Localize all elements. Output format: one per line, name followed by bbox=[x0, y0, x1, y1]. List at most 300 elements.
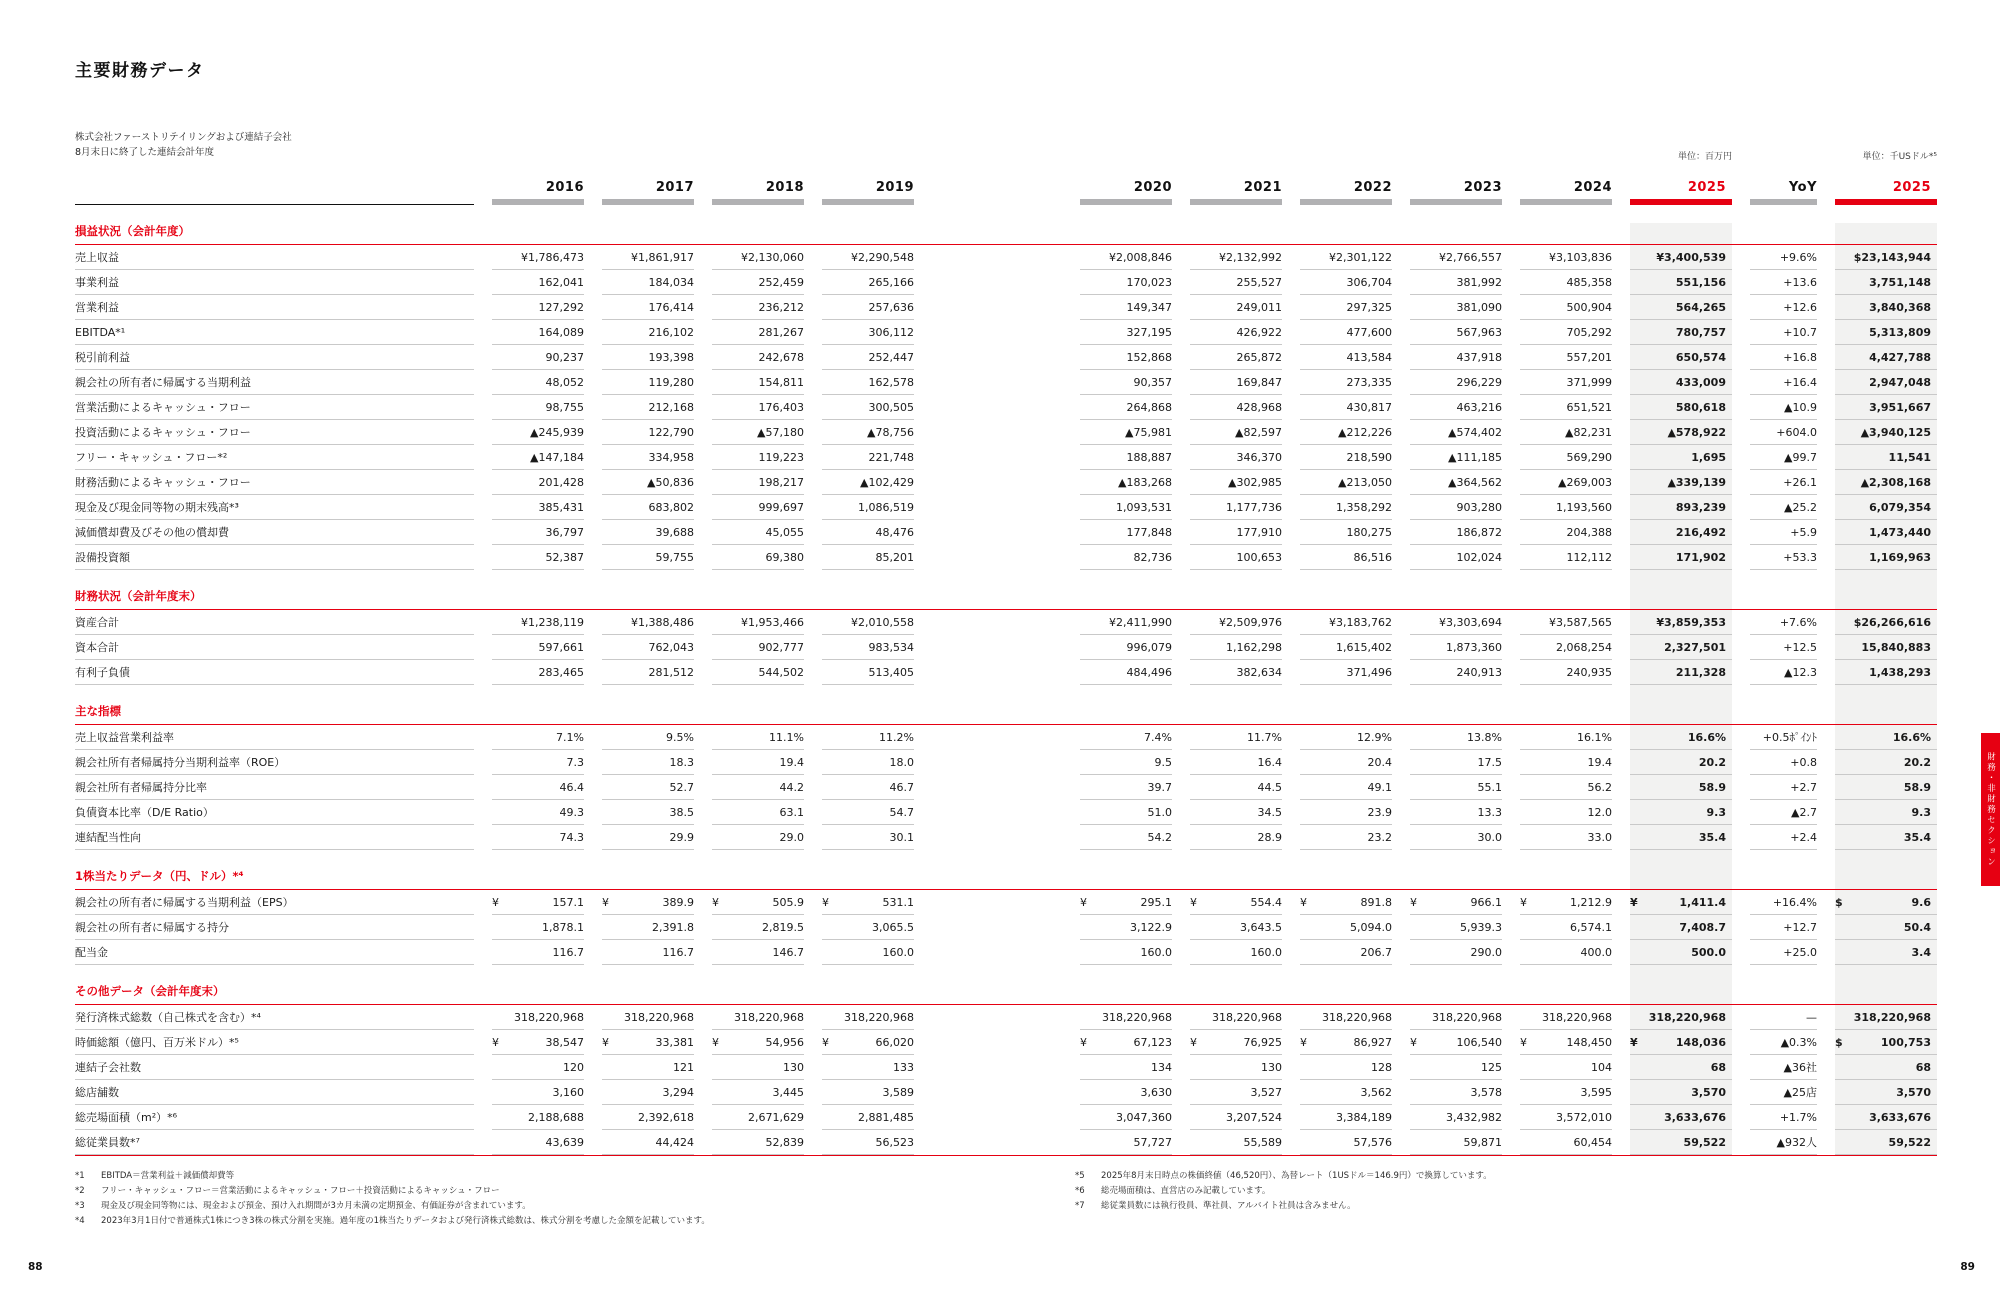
value-cell: 9.5 bbox=[1080, 750, 1172, 775]
value-cell: 381,090 bbox=[1410, 295, 1502, 320]
value-cell: 29.9 bbox=[602, 825, 694, 850]
value-cell: 318,220,968 bbox=[1190, 1005, 1282, 1030]
value-cell: 264,868 bbox=[1080, 395, 1172, 420]
value-cell: 3,527 bbox=[1190, 1080, 1282, 1105]
value-cell: ▲574,402 bbox=[1410, 420, 1502, 445]
usd-value-cell: 15,840,883 bbox=[1835, 635, 1937, 660]
table-row bbox=[75, 345, 1937, 370]
fy2025-value-cell: 9.3 bbox=[1630, 800, 1732, 825]
yoy-cell: +9.6% bbox=[1750, 245, 1817, 270]
value-cell: 428,968 bbox=[1190, 395, 1282, 420]
column-header bbox=[1750, 180, 1817, 205]
row-label: 配当金 bbox=[75, 940, 474, 965]
gutter-spacer bbox=[914, 520, 1062, 545]
value-cell: ¥1,861,917 bbox=[602, 245, 694, 270]
gutter-spacer bbox=[914, 915, 1062, 940]
value-cell: 12.9% bbox=[1300, 725, 1392, 750]
value-cell: 240,913 bbox=[1410, 660, 1502, 685]
value-cell: 18.0 bbox=[822, 750, 914, 775]
gutter-spacer bbox=[914, 1080, 1062, 1105]
header-underline-bar bbox=[822, 199, 914, 205]
currency-value: 531.1 bbox=[882, 895, 914, 909]
meta-row bbox=[75, 131, 1937, 163]
table-section bbox=[75, 588, 1937, 685]
value-cell bbox=[1080, 890, 1172, 915]
value-cell: 242,678 bbox=[712, 345, 804, 370]
currency-value: 157.1 bbox=[552, 895, 584, 909]
value-cell: 164,089 bbox=[492, 320, 584, 345]
fy2025-value-cell: 211,328 bbox=[1630, 660, 1732, 685]
value-cell: 128 bbox=[1300, 1055, 1392, 1080]
gutter-spacer bbox=[914, 495, 1062, 520]
column-header bbox=[1410, 180, 1502, 205]
currency-symbol: ¥ bbox=[822, 895, 829, 909]
page-content bbox=[75, 56, 1937, 1229]
value-cell: 2,819.5 bbox=[712, 915, 804, 940]
value-cell bbox=[1300, 1030, 1392, 1055]
value-cell: ▲183,268 bbox=[1080, 470, 1172, 495]
value-cell: 201,428 bbox=[492, 470, 584, 495]
column-header bbox=[1190, 180, 1282, 205]
column-header bbox=[822, 180, 914, 205]
currency-value: 106,540 bbox=[1456, 1035, 1502, 1049]
value-cell: 44.2 bbox=[712, 775, 804, 800]
value-cell: 130 bbox=[1190, 1055, 1282, 1080]
table-row bbox=[75, 295, 1937, 320]
value-cell: 112,112 bbox=[1520, 545, 1612, 570]
currency-value: 966.1 bbox=[1470, 895, 1502, 909]
value-cell: 2,671,629 bbox=[712, 1105, 804, 1130]
value-cell: 116.7 bbox=[602, 940, 694, 965]
value-cell: 52.7 bbox=[602, 775, 694, 800]
value-cell: 249,011 bbox=[1190, 295, 1282, 320]
value-cell: ▲147,184 bbox=[492, 445, 584, 470]
header-underline-bar bbox=[602, 199, 694, 205]
value-cell: 346,370 bbox=[1190, 445, 1282, 470]
yoy-cell: +12.7 bbox=[1750, 915, 1817, 940]
usd-value-cell: 35.4 bbox=[1835, 825, 1937, 850]
row-label: 事業利益 bbox=[75, 270, 474, 295]
value-cell: 49.1 bbox=[1300, 775, 1392, 800]
yoy-cell: +53.3 bbox=[1750, 545, 1817, 570]
column-header-label: 2025 bbox=[1892, 180, 1931, 195]
column-header bbox=[602, 180, 694, 205]
column-header-label: YoY bbox=[1788, 180, 1817, 195]
row-label: 親会社の所有者に帰属する当期利益（EPS） bbox=[75, 890, 474, 915]
value-cell: 19.4 bbox=[712, 750, 804, 775]
value-cell: 281,512 bbox=[602, 660, 694, 685]
value-cell: 119,280 bbox=[602, 370, 694, 395]
usd-value-cell: 1,438,293 bbox=[1835, 660, 1937, 685]
currency-value: 38,547 bbox=[545, 1035, 584, 1049]
yoy-cell: ▲36社 bbox=[1750, 1055, 1817, 1080]
value-cell: 170,023 bbox=[1080, 270, 1172, 295]
column-header bbox=[1835, 180, 1937, 205]
row-label: 連結配当性向 bbox=[75, 825, 474, 850]
value-cell bbox=[602, 1030, 694, 1055]
subtitle-line-2: 8月末日に終了した連結会計年度 bbox=[75, 146, 215, 158]
currency-value: 295.1 bbox=[1140, 895, 1172, 909]
value-cell: 54.2 bbox=[1080, 825, 1172, 850]
footnote-item bbox=[75, 1199, 1075, 1214]
table-row bbox=[75, 445, 1937, 470]
value-cell: ▲213,050 bbox=[1300, 470, 1392, 495]
row-label: 税引前利益 bbox=[75, 345, 474, 370]
yoy-cell: +10.7 bbox=[1750, 320, 1817, 345]
value-cell: 240,935 bbox=[1520, 660, 1612, 685]
yoy-cell: +16.4 bbox=[1750, 370, 1817, 395]
value-cell: 30.1 bbox=[822, 825, 914, 850]
page-number-right: 89 bbox=[1960, 1261, 1975, 1273]
gutter-spacer bbox=[914, 470, 1062, 495]
currency-value: 554.4 bbox=[1250, 895, 1282, 909]
value-cell: 162,578 bbox=[822, 370, 914, 395]
value-cell: 2,188,688 bbox=[492, 1105, 584, 1130]
table-row bbox=[75, 635, 1937, 660]
column-header bbox=[1080, 180, 1172, 205]
value-cell bbox=[1410, 1030, 1502, 1055]
currency-symbol: ¥ bbox=[1190, 1035, 1197, 1049]
table-body bbox=[75, 223, 1937, 1156]
value-cell: 119,223 bbox=[712, 445, 804, 470]
usd-value-cell: 9.3 bbox=[1835, 800, 1937, 825]
value-cell: 318,220,968 bbox=[602, 1005, 694, 1030]
header-underline-bar bbox=[1190, 199, 1282, 205]
value-cell: 500,904 bbox=[1520, 295, 1612, 320]
fy2025-value-cell: 893,239 bbox=[1630, 495, 1732, 520]
value-cell: 52,839 bbox=[712, 1130, 804, 1155]
footnote-marker: *5 bbox=[1075, 1171, 1085, 1181]
value-cell: 116.7 bbox=[492, 940, 584, 965]
usd-value-cell: 3,840,368 bbox=[1835, 295, 1937, 320]
table-row bbox=[75, 1130, 1937, 1155]
currency-symbol: $ bbox=[1835, 1035, 1843, 1049]
gutter-spacer bbox=[914, 775, 1062, 800]
currency-value: 86,927 bbox=[1353, 1035, 1392, 1049]
value-cell: 176,403 bbox=[712, 395, 804, 420]
yoy-cell: — bbox=[1750, 1005, 1817, 1030]
currency-symbol: ¥ bbox=[1080, 895, 1087, 909]
fy2025-value-cell: 650,574 bbox=[1630, 345, 1732, 370]
row-label: 財務活動によるキャッシュ・フロー bbox=[75, 470, 474, 495]
footnote-marker: *6 bbox=[1075, 1185, 1085, 1196]
page-number-left: 88 bbox=[28, 1261, 43, 1273]
header-underline-bar bbox=[1630, 199, 1732, 205]
gutter-spacer bbox=[914, 345, 1062, 370]
currency-value: 891.8 bbox=[1360, 895, 1392, 909]
footnote-text: 総従業員数には執行役員、準社員、アルバイト社員は含みません。 bbox=[1101, 1200, 1356, 1211]
usd-value-cell: 59,522 bbox=[1835, 1130, 1937, 1155]
yoy-cell: ▲12.3 bbox=[1750, 660, 1817, 685]
fy2025-value-cell: 580,618 bbox=[1630, 395, 1732, 420]
value-cell: 16.1% bbox=[1520, 725, 1612, 750]
value-cell: 160.0 bbox=[1080, 940, 1172, 965]
gutter-spacer bbox=[914, 320, 1062, 345]
value-cell: ▲364,562 bbox=[1410, 470, 1502, 495]
value-cell: 102,024 bbox=[1410, 545, 1502, 570]
value-cell: 20.4 bbox=[1300, 750, 1392, 775]
value-cell: 557,201 bbox=[1520, 345, 1612, 370]
currency-value: 1,411.4 bbox=[1679, 895, 1726, 909]
gutter-spacer bbox=[914, 1005, 1062, 1030]
yoy-cell: +2.4 bbox=[1750, 825, 1817, 850]
fy2025-value-cell: 318,220,968 bbox=[1630, 1005, 1732, 1030]
usd-value-cell: 68 bbox=[1835, 1055, 1937, 1080]
gutter-spacer bbox=[914, 825, 1062, 850]
usd-value-cell: 3,633,676 bbox=[1835, 1105, 1937, 1130]
currency-value: 505.9 bbox=[772, 895, 804, 909]
currency-value: 1,212.9 bbox=[1570, 895, 1612, 909]
column-header-label: 2020 bbox=[1133, 180, 1172, 195]
row-label: 総売場面積（m²）*⁶ bbox=[75, 1105, 474, 1130]
fy2025-value-cell: 3,633,676 bbox=[1630, 1105, 1732, 1130]
value-cell: 16.4 bbox=[1190, 750, 1282, 775]
value-cell: ¥3,183,762 bbox=[1300, 610, 1392, 635]
yoy-cell: ▲932人 bbox=[1750, 1130, 1817, 1155]
value-cell: 44.5 bbox=[1190, 775, 1282, 800]
value-cell: 82,736 bbox=[1080, 545, 1172, 570]
value-cell: 48,476 bbox=[822, 520, 914, 545]
value-cell: ¥2,010,558 bbox=[822, 610, 914, 635]
value-cell: 318,220,968 bbox=[492, 1005, 584, 1030]
value-cell: 34.5 bbox=[1190, 800, 1282, 825]
value-cell: 125 bbox=[1410, 1055, 1502, 1080]
value-cell: 39,688 bbox=[602, 520, 694, 545]
subtitle-line-1: 株式会社ファーストリテイリングおよび連結子会社 bbox=[75, 132, 292, 143]
value-cell bbox=[822, 1030, 914, 1055]
value-cell: 281,267 bbox=[712, 320, 804, 345]
value-cell: 74.3 bbox=[492, 825, 584, 850]
table-row bbox=[75, 1105, 1937, 1130]
fy2025-value-cell: 3,570 bbox=[1630, 1080, 1732, 1105]
footnote-marker: *7 bbox=[1075, 1200, 1085, 1211]
value-cell: 5,094.0 bbox=[1300, 915, 1392, 940]
table-section bbox=[75, 868, 1937, 965]
value-cell: 100,653 bbox=[1190, 545, 1282, 570]
footnote-text: EBITDA＝営業利益＋減価償却費等 bbox=[101, 1171, 235, 1181]
unit-label-usd: 単位：千USドル*⁵ bbox=[1862, 152, 1937, 162]
fy2025-value-cell: 68 bbox=[1630, 1055, 1732, 1080]
row-label: 負債資本比率（D/E Ratio） bbox=[75, 800, 474, 825]
value-cell: 98,755 bbox=[492, 395, 584, 420]
value-cell: 63.1 bbox=[712, 800, 804, 825]
value-cell: 86,516 bbox=[1300, 545, 1392, 570]
value-cell: 290.0 bbox=[1410, 940, 1502, 965]
value-cell: 651,521 bbox=[1520, 395, 1612, 420]
yoy-cell: ▲0.3% bbox=[1750, 1030, 1817, 1055]
gutter-spacer bbox=[914, 1055, 1062, 1080]
value-cell bbox=[822, 890, 914, 915]
column-header-row bbox=[75, 169, 1937, 205]
yoy-cell: +7.6% bbox=[1750, 610, 1817, 635]
value-cell: 318,220,968 bbox=[1520, 1005, 1612, 1030]
row-label: 投資活動によるキャッシュ・フロー bbox=[75, 420, 474, 445]
value-cell: ▲50,836 bbox=[602, 470, 694, 495]
column-header bbox=[1520, 180, 1612, 205]
value-cell: 2,392,618 bbox=[602, 1105, 694, 1130]
table-row bbox=[75, 495, 1937, 520]
column-header-label: 2025 bbox=[1687, 180, 1726, 195]
value-cell: 413,584 bbox=[1300, 345, 1392, 370]
value-cell bbox=[1300, 890, 1392, 915]
value-cell: 371,496 bbox=[1300, 660, 1392, 685]
footnote-item bbox=[75, 1214, 1075, 1229]
fy2025-value-cell: 564,265 bbox=[1630, 295, 1732, 320]
value-cell bbox=[602, 890, 694, 915]
footnote-marker: *3 bbox=[75, 1200, 85, 1211]
value-cell: 39.7 bbox=[1080, 775, 1172, 800]
table-row bbox=[75, 1080, 1937, 1105]
header-underline-bar bbox=[712, 199, 804, 205]
value-cell: 569,290 bbox=[1520, 445, 1612, 470]
value-cell: ▲82,231 bbox=[1520, 420, 1612, 445]
value-cell: 265,872 bbox=[1190, 345, 1282, 370]
section-title: 財務状況（会計年度末） bbox=[75, 589, 202, 603]
table-row bbox=[75, 420, 1937, 445]
row-label: 有利子負債 bbox=[75, 660, 474, 685]
value-cell: 297,325 bbox=[1300, 295, 1392, 320]
value-cell: 2,068,254 bbox=[1520, 635, 1612, 660]
value-cell: 1,162,298 bbox=[1190, 635, 1282, 660]
section-title: 1株当たりデータ（円、ドル）*⁴ bbox=[75, 869, 244, 883]
currency-symbol: $ bbox=[1835, 895, 1843, 909]
table-row bbox=[75, 725, 1937, 750]
value-cell: ¥2,290,548 bbox=[822, 245, 914, 270]
table-row bbox=[75, 270, 1937, 295]
currency-symbol: ¥ bbox=[1190, 895, 1197, 909]
table-row bbox=[75, 660, 1937, 685]
column-header bbox=[712, 180, 804, 205]
value-cell: 318,220,968 bbox=[1080, 1005, 1172, 1030]
gutter-spacer bbox=[914, 420, 1062, 445]
value-cell: ¥1,388,486 bbox=[602, 610, 694, 635]
value-cell: 60,454 bbox=[1520, 1130, 1612, 1155]
value-cell: 485,358 bbox=[1520, 270, 1612, 295]
value-cell: 597,661 bbox=[492, 635, 584, 660]
value-cell: 1,177,736 bbox=[1190, 495, 1282, 520]
value-cell: 23.2 bbox=[1300, 825, 1392, 850]
value-cell: 180,275 bbox=[1300, 520, 1392, 545]
value-cell: 5,939.3 bbox=[1410, 915, 1502, 940]
header-underline-bar bbox=[1410, 199, 1502, 205]
table-row bbox=[75, 775, 1937, 800]
value-cell: 193,398 bbox=[602, 345, 694, 370]
fy2025-value-cell: 58.9 bbox=[1630, 775, 1732, 800]
table-row bbox=[75, 800, 1937, 825]
value-cell: 3,630 bbox=[1080, 1080, 1172, 1105]
gutter-spacer bbox=[914, 660, 1062, 685]
column-header-label: 2024 bbox=[1573, 180, 1612, 195]
fy2025-value-cell: ¥3,400,539 bbox=[1630, 245, 1732, 270]
fy2025-value-cell bbox=[1630, 890, 1732, 915]
value-cell: ▲102,429 bbox=[822, 470, 914, 495]
value-cell: ¥3,103,836 bbox=[1520, 245, 1612, 270]
value-cell: 2,391.8 bbox=[602, 915, 694, 940]
value-cell: 252,459 bbox=[712, 270, 804, 295]
fy2025-value-cell: 16.6% bbox=[1630, 725, 1732, 750]
footnote-item bbox=[1075, 1199, 1937, 1214]
value-cell: ¥3,587,565 bbox=[1520, 610, 1612, 635]
value-cell: ▲57,180 bbox=[712, 420, 804, 445]
usd-value-cell: 50.4 bbox=[1835, 915, 1937, 940]
usd-value-cell: 1,473,440 bbox=[1835, 520, 1937, 545]
gutter-spacer bbox=[914, 445, 1062, 470]
value-cell: 198,217 bbox=[712, 470, 804, 495]
value-cell: 177,910 bbox=[1190, 520, 1282, 545]
value-cell: 188,887 bbox=[1080, 445, 1172, 470]
fy2025-value-cell bbox=[1630, 1030, 1732, 1055]
company-subtitle bbox=[75, 131, 1937, 160]
yoy-cell: +12.5 bbox=[1750, 635, 1817, 660]
yoy-cell: ▲25.2 bbox=[1750, 495, 1817, 520]
value-cell: 7.3 bbox=[492, 750, 584, 775]
yoy-cell: +5.9 bbox=[1750, 520, 1817, 545]
fy2025-value-cell: ▲339,139 bbox=[1630, 470, 1732, 495]
table-row bbox=[75, 940, 1937, 965]
currency-value: 100,753 bbox=[1880, 1035, 1931, 1049]
usd-value-cell: 3,751,148 bbox=[1835, 270, 1937, 295]
table-row bbox=[75, 1030, 1937, 1055]
row-label: 現金及び現金同等物の期末残高*³ bbox=[75, 495, 474, 520]
value-cell: 12.0 bbox=[1520, 800, 1612, 825]
value-cell: 45,055 bbox=[712, 520, 804, 545]
footnotes-left-column bbox=[75, 1169, 1075, 1229]
value-cell: 463,216 bbox=[1410, 395, 1502, 420]
gutter-spacer bbox=[914, 940, 1062, 965]
table-row bbox=[75, 915, 1937, 940]
fy2025-value-cell: 1,695 bbox=[1630, 445, 1732, 470]
usd-value-cell: 2,947,048 bbox=[1835, 370, 1937, 395]
value-cell: 296,229 bbox=[1410, 370, 1502, 395]
value-cell: 3,572,010 bbox=[1520, 1105, 1612, 1130]
value-cell: 762,043 bbox=[602, 635, 694, 660]
table-row bbox=[75, 825, 1937, 850]
row-label: 親会社所有者帰属持分比率 bbox=[75, 775, 474, 800]
footnote-marker: *4 bbox=[75, 1215, 85, 1226]
yoy-cell: +12.6 bbox=[1750, 295, 1817, 320]
footnote-item bbox=[1075, 1184, 1937, 1199]
value-cell: 55,589 bbox=[1190, 1130, 1282, 1155]
currency-symbol: ¥ bbox=[602, 1035, 609, 1049]
value-cell: 43,639 bbox=[492, 1130, 584, 1155]
currency-value: 148,450 bbox=[1566, 1035, 1612, 1049]
usd-value-cell: $23,143,944 bbox=[1835, 245, 1937, 270]
currency-value: 33,381 bbox=[655, 1035, 694, 1049]
value-cell: ¥1,786,473 bbox=[492, 245, 584, 270]
value-cell: 221,748 bbox=[822, 445, 914, 470]
section-title: その他データ（会計年度末） bbox=[75, 984, 225, 998]
value-cell bbox=[1190, 1030, 1282, 1055]
value-cell: ¥2,301,122 bbox=[1300, 245, 1392, 270]
currency-symbol: ¥ bbox=[1520, 895, 1527, 909]
currency-symbol: ¥ bbox=[712, 1035, 719, 1049]
value-cell: 122,790 bbox=[602, 420, 694, 445]
value-cell: ¥3,303,694 bbox=[1410, 610, 1502, 635]
value-cell: ▲302,985 bbox=[1190, 470, 1282, 495]
currency-symbol: ¥ bbox=[1300, 1035, 1307, 1049]
row-label: 売上収益営業利益率 bbox=[75, 725, 474, 750]
value-cell: 3,595 bbox=[1520, 1080, 1612, 1105]
column-header-label: 2016 bbox=[545, 180, 584, 195]
table-bottom-rule bbox=[75, 1155, 1937, 1156]
table-section bbox=[75, 223, 1937, 570]
value-cell: 162,041 bbox=[492, 270, 584, 295]
value-cell: 306,704 bbox=[1300, 270, 1392, 295]
value-cell: 44,424 bbox=[602, 1130, 694, 1155]
value-cell bbox=[1410, 890, 1502, 915]
value-cell: 3,589 bbox=[822, 1080, 914, 1105]
value-cell: 3,160 bbox=[492, 1080, 584, 1105]
